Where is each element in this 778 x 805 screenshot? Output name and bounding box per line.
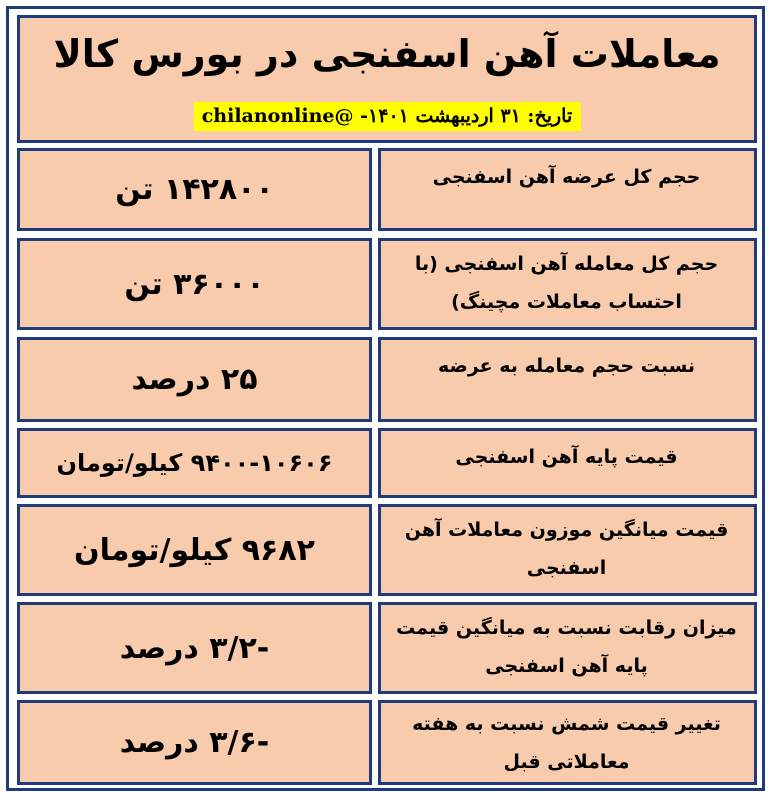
row-3-label: نسبت حجم معامله به عرضه (378, 337, 757, 422)
row-2-value: ۳۶۰۰۰ تن (17, 238, 372, 330)
page-title: معاملات آهن اسفنجی در بورس کالا (53, 32, 721, 76)
date-badge: تاریخ: ۳۱ اردیبهشت ۱۴۰۱- @chilanonline (194, 102, 581, 131)
row-3-value: ۲۵ درصد (17, 337, 372, 422)
row-5-value: ۹۶۸۲ کیلو/تومان (17, 504, 372, 596)
row-4-value: ۹۴۰۰-۱۰۶۰۶ کیلو/تومان (17, 428, 372, 498)
row-2-label: حجم کل معامله آهن اسفنجی (با احتساب معاملات مچینگ) (378, 238, 757, 330)
row-1-label: حجم کل عرضه آهن اسفنجی (378, 148, 757, 231)
header-box (17, 15, 757, 143)
row-6-label: میزان رقابت نسبت به میانگین قیمت پایه آهن اسفنجی (378, 602, 757, 694)
row-7-label: تغییر قیمت شمش نسبت به هفته معاملاتی قبل (378, 700, 757, 785)
row-4-label: قیمت پایه آهن اسفنجی (378, 428, 757, 498)
row-5-label: قیمت میانگین موزون معاملات آهن اسفنجی (378, 504, 757, 596)
row-6-value: -۳/۲ درصد (17, 602, 372, 694)
row-7-value: -۳/۶ درصد (17, 700, 372, 785)
row-1-value: ۱۴۲۸۰۰ تن (17, 148, 372, 231)
